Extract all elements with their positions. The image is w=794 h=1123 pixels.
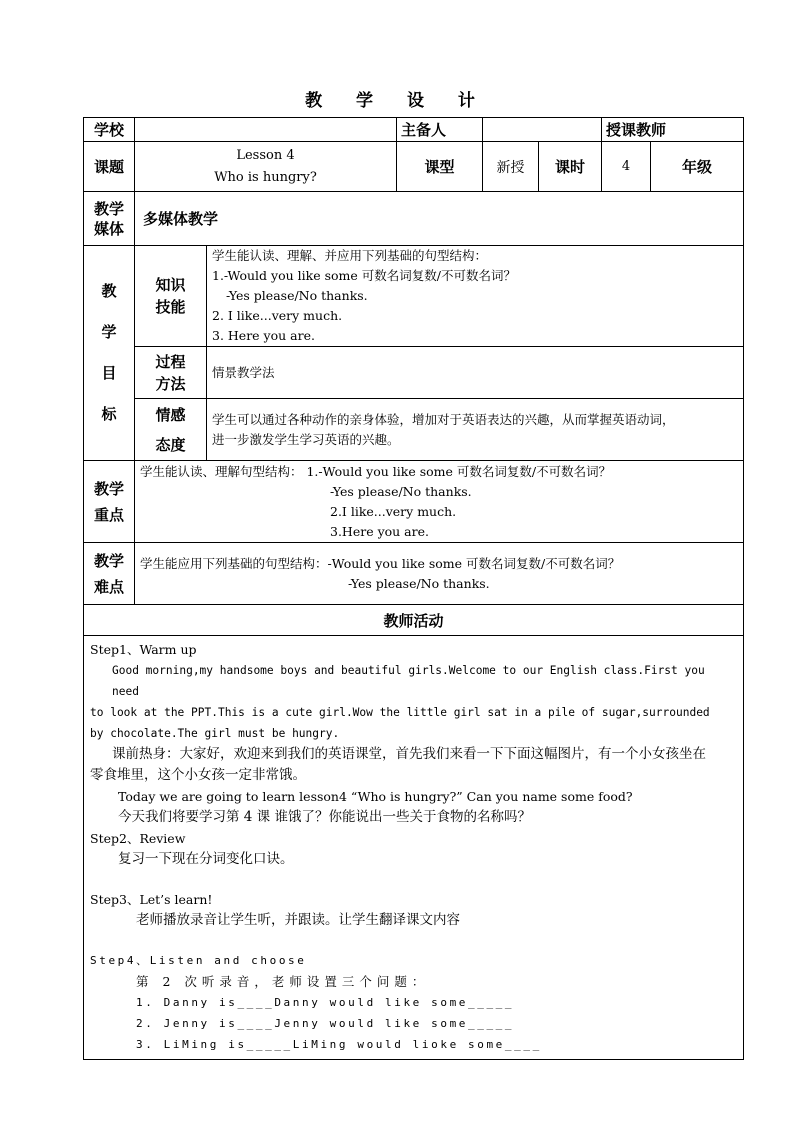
- step1-zh-line: 零食堆里，这个小女孩一定非常饿。: [90, 767, 306, 783]
- key-points-label-line1: 教学: [93, 479, 124, 498]
- row-school: [84, 118, 744, 142]
- school-label: 学校: [84, 118, 135, 142]
- process-label-line1: 过程: [155, 352, 186, 371]
- difficulties-line: -Yes please/No thanks.: [348, 575, 490, 591]
- emotion-label-line2: 态度: [155, 435, 186, 454]
- key-points-line: 学生能认读、理解句型结构： 1.-Would you like some 可数名词复数/不可数名词？: [140, 463, 612, 479]
- step3-title: Step3、Let’s learn!: [90, 892, 213, 907]
- type-value: 新授: [483, 142, 539, 192]
- process-label-line2: 方法: [155, 374, 186, 393]
- key-points-line: -Yes please/No thanks.: [330, 483, 472, 499]
- row-media: [84, 192, 744, 246]
- media-value: 多媒体教学: [135, 192, 744, 246]
- key-points-line: 2.I like...very much.: [330, 503, 457, 519]
- process-label: [135, 347, 207, 399]
- row-difficulties: [84, 543, 744, 605]
- knowledge-line: -Yes please/No thanks.: [226, 288, 368, 303]
- hours-value: 4: [602, 142, 651, 192]
- step2-title: Step2、Review: [90, 831, 186, 846]
- step4-item: 1. Danny is____Danny would like some_____: [136, 996, 515, 1009]
- objectives-label-char: 学: [101, 323, 117, 341]
- step4-item: 3. LiMing is_____LiMing would lioke some____: [136, 1038, 542, 1051]
- activities-content: [84, 636, 744, 1060]
- objectives-label-char: 目: [101, 364, 117, 382]
- knowledge-line: 2. I like...very much.: [212, 308, 343, 323]
- difficulties-label: [84, 543, 135, 605]
- knowledge-line: 3. Here you are.: [212, 328, 315, 343]
- key-points-content: [135, 461, 744, 543]
- step1-zh-line: 课前热身：大家好，欢迎来到我们的英语课堂，首先我们来看一下下面这幅图片，有一个小女孩坐在: [112, 746, 706, 762]
- knowledge-label-line2: 技能: [155, 298, 186, 316]
- row-activities: [84, 636, 744, 1060]
- row-objective-process: [84, 347, 744, 399]
- step1-title: Step1、Warm up: [90, 642, 197, 657]
- process-value: 情景教学法: [207, 347, 744, 399]
- key-points-label: [84, 461, 135, 543]
- preparer-value: [483, 118, 602, 142]
- type-label: 课型: [397, 142, 483, 192]
- step4-intro: 第 2 次听录音，老师设置三个问题：: [136, 974, 430, 989]
- media-label: [84, 192, 135, 246]
- spacer: [90, 870, 737, 889]
- row-key-points: [84, 461, 744, 543]
- emotion-content: [207, 399, 744, 461]
- emotion-line: 学生可以通过各种动作的亲身体验，增加对于英语表达的兴趣，从而掌握英语动词，: [212, 411, 675, 427]
- teacher-label: 授课教师: [602, 118, 744, 142]
- difficulties-label-line2: 难点: [93, 577, 124, 596]
- row-objective-emotion: [84, 399, 744, 461]
- key-points-label-line2: 重点: [93, 505, 124, 524]
- row-objective-knowledge: [84, 246, 744, 347]
- row-topic: [84, 142, 744, 192]
- grade-label: 年级: [651, 142, 744, 192]
- document-title: 教 学 设 计: [305, 91, 489, 111]
- step1-en-line: to look at the PPT.This is a cute girl.Wow the little girl sat in a pile of sugar,surrounded: [90, 706, 710, 719]
- lesson-number: Lesson 4: [236, 147, 295, 163]
- difficulties-label-line1: 教学: [93, 551, 124, 570]
- step3-text: 老师播放录音让学生听，并跟读。让学生翻译课文内容: [136, 912, 460, 928]
- media-label-line1: 教学: [93, 199, 124, 218]
- step1-today-zh: 今天我们将要学习第 4 课 谁饿了？你能说出一些关于食物的名称吗？: [118, 809, 531, 825]
- knowledge-line: 1.-Would you like some 可数名词复数/不可数名词？: [212, 268, 516, 283]
- lesson-plan-table: [83, 117, 744, 1060]
- knowledge-content: [207, 246, 744, 347]
- row-activities-header: [84, 605, 744, 636]
- step4-title: Step4、Listen and choose: [90, 954, 307, 967]
- lesson-title-cell: [135, 142, 397, 192]
- activities-header: 教师活动: [84, 605, 744, 636]
- objectives-label: [84, 246, 135, 461]
- objectives-label-char: 标: [101, 405, 117, 423]
- emotion-label-line1: 情感: [155, 405, 186, 424]
- spacer: [90, 931, 737, 950]
- difficulties-content: [135, 543, 744, 605]
- step1-en-line: by chocolate.The girl must be hungry.: [90, 727, 340, 740]
- emotion-line: 进一步激发学生学习英语的兴趣。: [212, 431, 400, 447]
- preparer-label: 主备人: [397, 118, 483, 142]
- emotion-label: [135, 399, 207, 461]
- step2-text: 复习一下现在分词变化口诀。: [118, 851, 294, 867]
- knowledge-label-line1: 知识: [155, 276, 186, 294]
- objectives-label-char: 教: [101, 282, 117, 300]
- key-points-line: 3.Here you are.: [330, 523, 429, 539]
- hours-label: 课时: [539, 142, 602, 192]
- step1-today: Today we are going to learn lesson4 “Who is hungry?” Can you name some food?: [118, 789, 633, 804]
- knowledge-line: 学生能认读、理解、并应用下列基础的句型结构：: [212, 248, 488, 263]
- step1-en-line: Good morning,my handsome boys and beautiful girls.Welcome to our English class.First you need: [112, 664, 705, 698]
- knowledge-label: [135, 246, 207, 347]
- difficulties-line: 学生能应用下列基础的句型结构：-Would you like some 可数名词复数/不可数名词？: [140, 555, 621, 571]
- step4-item: 2. Jenny is____Jenny would like some_____: [136, 1017, 515, 1030]
- media-label-line2: 媒体: [93, 219, 124, 238]
- topic-label: 课题: [84, 142, 135, 192]
- lesson-name: Who is hungry?: [214, 169, 317, 185]
- school-value: [135, 118, 397, 142]
